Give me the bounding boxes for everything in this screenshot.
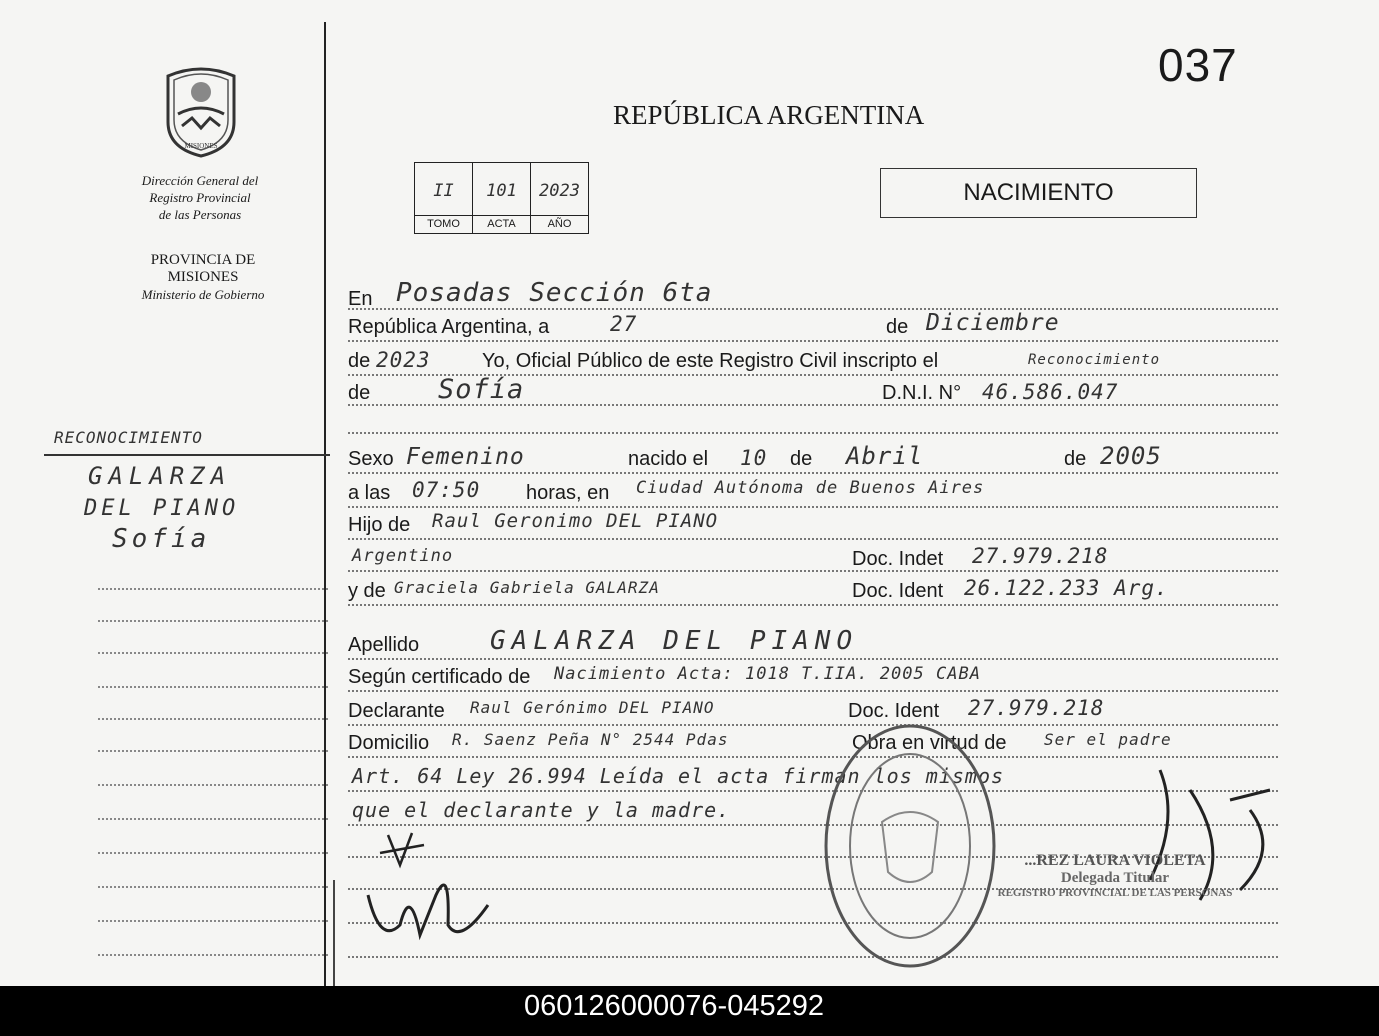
dni-label: D.N.I. N° <box>882 382 962 404</box>
note-line: Art. 64 Ley 26.994 Leída el acta firman los mismos <box>352 764 1005 788</box>
republica-label: República Argentina, a <box>348 316 550 338</box>
tomo-label: TOMO <box>415 215 472 233</box>
margin-dotted-line <box>98 920 328 922</box>
form-row-name <box>348 374 1278 416</box>
country-title: REPÚBLICA ARGENTINA <box>613 100 925 130</box>
margin-given-name: Sofía <box>112 524 211 554</box>
yde-label: y de <box>348 580 386 602</box>
official-role: Delegada Titular <box>1060 870 1170 886</box>
margin-surname: GALARZA <box>88 462 232 490</box>
margin-divider <box>324 22 326 986</box>
obra-label: Obra en virtud de <box>852 732 1007 754</box>
registry-box <box>414 162 589 234</box>
dotted-line <box>348 604 1278 606</box>
margin-dotted-line <box>98 652 328 654</box>
year-value: 2023 <box>376 348 431 372</box>
dotted-line <box>348 506 1278 508</box>
de-label: de <box>886 316 909 338</box>
province-line: PROVINCIA DE <box>150 252 256 268</box>
dotted-line <box>348 724 1278 726</box>
margin-dotted-line <box>98 784 328 786</box>
acta-value: 101 <box>486 181 517 201</box>
apellido-value: GALARZA DEL PIANO <box>490 626 859 656</box>
barcode-number: 060126000076-045292 <box>524 990 824 1022</box>
sexo-label: Sexo <box>348 448 394 470</box>
doc-label: Doc. Ident <box>852 580 944 602</box>
seal-text: MISIONES <box>184 142 218 150</box>
birth-day: 10 <box>740 446 768 470</box>
mother-doc: 26.122.233 Arg. <box>964 576 1169 600</box>
anio-value: 2023 <box>539 181 580 201</box>
alas-label: a las <box>348 482 391 504</box>
anio-label: AÑO <box>531 215 588 233</box>
province-line: MISIONES <box>167 269 239 285</box>
birth-month: Abril <box>846 442 924 470</box>
misiones-coat-of-arms-icon <box>160 62 242 158</box>
agency-line: de las Personas <box>158 207 242 222</box>
form-row-declarant <box>348 696 1278 734</box>
official-text: Yo, Oficial Público de este Registro Civil inscripto el <box>482 350 939 372</box>
father-name: Raul Geronimo DEL PIANO <box>432 510 719 532</box>
dotted-line <box>348 756 1278 758</box>
day-value: 27 <box>610 312 638 336</box>
de-label: de <box>348 350 371 372</box>
ministry-line: Ministerio de Gobierno <box>141 287 265 302</box>
official-value: Reconocimiento <box>1028 352 1161 368</box>
dotted-line <box>348 658 1278 660</box>
anio-cell <box>531 163 588 233</box>
margin-surname: DEL PIANO <box>84 496 240 521</box>
agency-name <box>110 172 290 223</box>
father-doc: 27.979.218 <box>972 544 1109 568</box>
acta-label: ACTA <box>473 215 530 233</box>
horas-label: horas, en <box>526 482 610 504</box>
declarante-value: Raul Gerónimo DEL PIANO <box>470 698 715 717</box>
sexo-value: Femenino <box>406 444 525 470</box>
name-value: Sofía <box>438 374 525 405</box>
declarante-label: Declarante <box>348 700 445 722</box>
month-value: Diciembre <box>926 310 1060 336</box>
acta-cell <box>473 163 531 233</box>
margin-dotted-line <box>98 686 328 688</box>
official-org: REGISTRO PROVINCIAL DE LAS PERSONAS <box>997 887 1233 899</box>
margin-dotted-line <box>98 852 328 854</box>
agency-line: Registro Provincial <box>149 190 251 205</box>
nacido-label: nacido el <box>628 448 709 470</box>
dotted-line <box>348 690 1278 692</box>
dotted-line <box>348 538 1278 540</box>
margin-dotted-line <box>98 750 328 752</box>
domicilio-value: R. Saenz Peña N° 2544 Pdas <box>452 730 729 749</box>
margin-divider-lower <box>333 880 335 986</box>
form-row-father <box>348 510 1278 548</box>
form-row-surname <box>348 626 1278 668</box>
form-row-date <box>348 310 1278 350</box>
dotted-line <box>348 472 1278 474</box>
de-label: de <box>348 382 371 404</box>
agency-line: Dirección General del <box>141 173 259 188</box>
segun-label: Según certificado de <box>348 666 531 688</box>
official-stamp-icon <box>822 722 998 970</box>
dni-value: 46.586.047 <box>982 380 1119 404</box>
obra-value: Ser el padre <box>1044 730 1172 749</box>
place-value: Posadas Sección 6ta <box>396 278 713 308</box>
dotted-line <box>348 404 1278 406</box>
form-row-place <box>348 278 1278 318</box>
margin-dotted-line <box>98 818 328 820</box>
birth-time: 07:50 <box>412 478 481 502</box>
official-name: ...REZ LAURA VIOLETA <box>1024 852 1206 869</box>
de-label: de <box>1064 448 1087 470</box>
mother-name: Graciela Gabriela GALARZA <box>394 578 660 597</box>
segun-value: Nacimiento Acta: 1018 T.IIA. 2005 CABA <box>554 664 981 684</box>
tomo-cell <box>415 163 473 233</box>
margin-underline <box>44 454 330 456</box>
margin-dotted-line <box>98 718 328 720</box>
note-line: que el declarante y la madre. <box>352 798 731 822</box>
dotted-line <box>348 570 1278 572</box>
birth-year: 2005 <box>1100 442 1162 470</box>
handwritten-signature-icon <box>360 825 500 955</box>
en-label: En <box>348 288 373 310</box>
hijo-label: Hijo de <box>348 514 411 536</box>
margin-dotted-line <box>98 588 328 590</box>
birth-place: Ciudad Autónoma de Buenos Aires <box>636 478 985 498</box>
dotted-line <box>348 432 1278 434</box>
doc-label: Doc. Indet <box>852 548 944 570</box>
margin-dotted-line <box>98 620 328 622</box>
margin-note: RECONOCIMIENTO <box>54 428 203 447</box>
margin-dotted-line <box>98 886 328 888</box>
father-nationality: Argentino <box>352 546 454 566</box>
form-row-mother <box>348 576 1278 614</box>
form-row-birth <box>348 442 1278 482</box>
margin-dotted-line <box>98 954 328 956</box>
domicilio-label: Domicilio <box>348 732 430 754</box>
doc-label: Doc. Ident <box>848 700 940 722</box>
dotted-line <box>348 340 1278 342</box>
tomo-value: II <box>433 181 454 201</box>
dotted-line <box>348 308 1278 310</box>
declarante-doc: 27.979.218 <box>968 696 1105 720</box>
apellido-label: Apellido <box>348 634 420 656</box>
province-name <box>110 252 296 303</box>
form-row-certificate <box>348 666 1278 700</box>
official-signature-block <box>985 852 1245 899</box>
sheet-number: 037 <box>1158 39 1238 91</box>
record-type-box: NACIMIENTO <box>880 168 1197 218</box>
dotted-line <box>348 956 1278 958</box>
de-label: de <box>790 448 813 470</box>
